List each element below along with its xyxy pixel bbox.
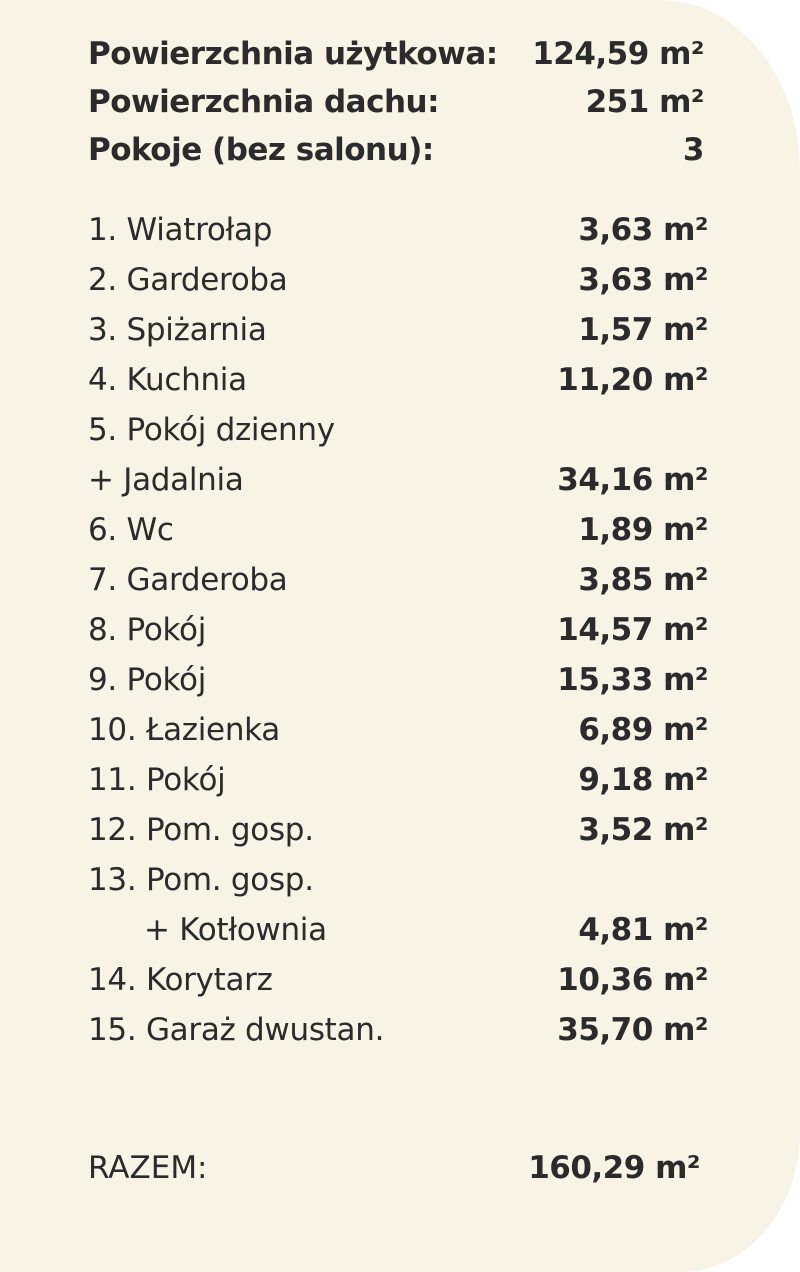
room-label: 9. Pokój	[88, 662, 207, 698]
room-area: 9,18 m²	[578, 762, 708, 798]
rooms-count-label: Pokoje (bez salonu):	[88, 132, 434, 168]
total-value: 160,29 m²	[528, 1150, 700, 1186]
room-area: 35,70 m²	[557, 1012, 708, 1048]
usable-area-value: 124,59 m²	[532, 36, 704, 72]
room-list	[88, 212, 708, 1062]
list-item	[88, 262, 708, 312]
room-label: + Jadalnia	[88, 462, 244, 498]
roof-area-row	[88, 84, 704, 132]
rooms-count-row	[88, 132, 704, 180]
list-item	[88, 562, 708, 612]
rooms-count-value: 3	[682, 132, 704, 168]
list-item	[88, 862, 708, 912]
list-item	[88, 512, 708, 562]
list-item	[88, 612, 708, 662]
room-label: 1. Wiatrołap	[88, 212, 273, 248]
room-label: 6. Wc	[88, 512, 174, 548]
list-item	[88, 712, 708, 762]
room-label: 15. Garaż dwustan.	[88, 1012, 385, 1048]
room-area: 3,63 m²	[578, 212, 708, 248]
room-label: 4. Kuchnia	[88, 362, 247, 398]
list-item	[88, 1012, 708, 1062]
roof-area-label: Powierzchnia dachu:	[88, 84, 440, 120]
room-label: 11. Pokój	[88, 762, 226, 798]
room-label: 2. Garderoba	[88, 262, 288, 298]
list-item	[88, 212, 708, 262]
room-label: 12. Pom. gosp.	[88, 812, 314, 848]
room-label: 8. Pokój	[88, 612, 207, 648]
room-area: 15,33 m²	[557, 662, 708, 698]
room-area: 3,63 m²	[578, 262, 708, 298]
list-item	[88, 962, 708, 1012]
list-item	[88, 912, 708, 962]
list-item	[88, 312, 708, 362]
roof-area-value: 251 m²	[585, 84, 704, 120]
summary-section	[88, 36, 704, 180]
room-label: 10. Łazienka	[88, 712, 280, 748]
room-label: + Kotłownia	[144, 912, 327, 948]
room-area: 34,16 m²	[557, 462, 708, 498]
room-label: 7. Garderoba	[88, 562, 288, 598]
total-label: RAZEM:	[88, 1150, 208, 1186]
list-item	[88, 812, 708, 862]
room-area: 11,20 m²	[557, 362, 708, 398]
list-item	[88, 762, 708, 812]
list-item	[88, 662, 708, 712]
room-label: 3. Spiżarnia	[88, 312, 267, 348]
list-item	[88, 462, 708, 512]
list-item	[88, 412, 708, 462]
usable-area-label: Powierzchnia użytkowa:	[88, 36, 498, 72]
room-area: 4,81 m²	[578, 912, 708, 948]
usable-area-row	[88, 36, 704, 84]
list-item	[88, 362, 708, 412]
total-row	[88, 1150, 700, 1186]
room-area: 3,85 m²	[578, 562, 708, 598]
room-area: 1,57 m²	[578, 312, 708, 348]
room-area: 6,89 m²	[578, 712, 708, 748]
room-area: 14,57 m²	[557, 612, 708, 648]
room-area: 3,52 m²	[578, 812, 708, 848]
room-area: 1,89 m²	[578, 512, 708, 548]
room-label: 5. Pokój dzienny	[88, 412, 335, 448]
room-label: 13. Pom. gosp.	[88, 862, 314, 898]
room-label: 14. Korytarz	[88, 962, 273, 998]
room-area: 10,36 m²	[557, 962, 708, 998]
